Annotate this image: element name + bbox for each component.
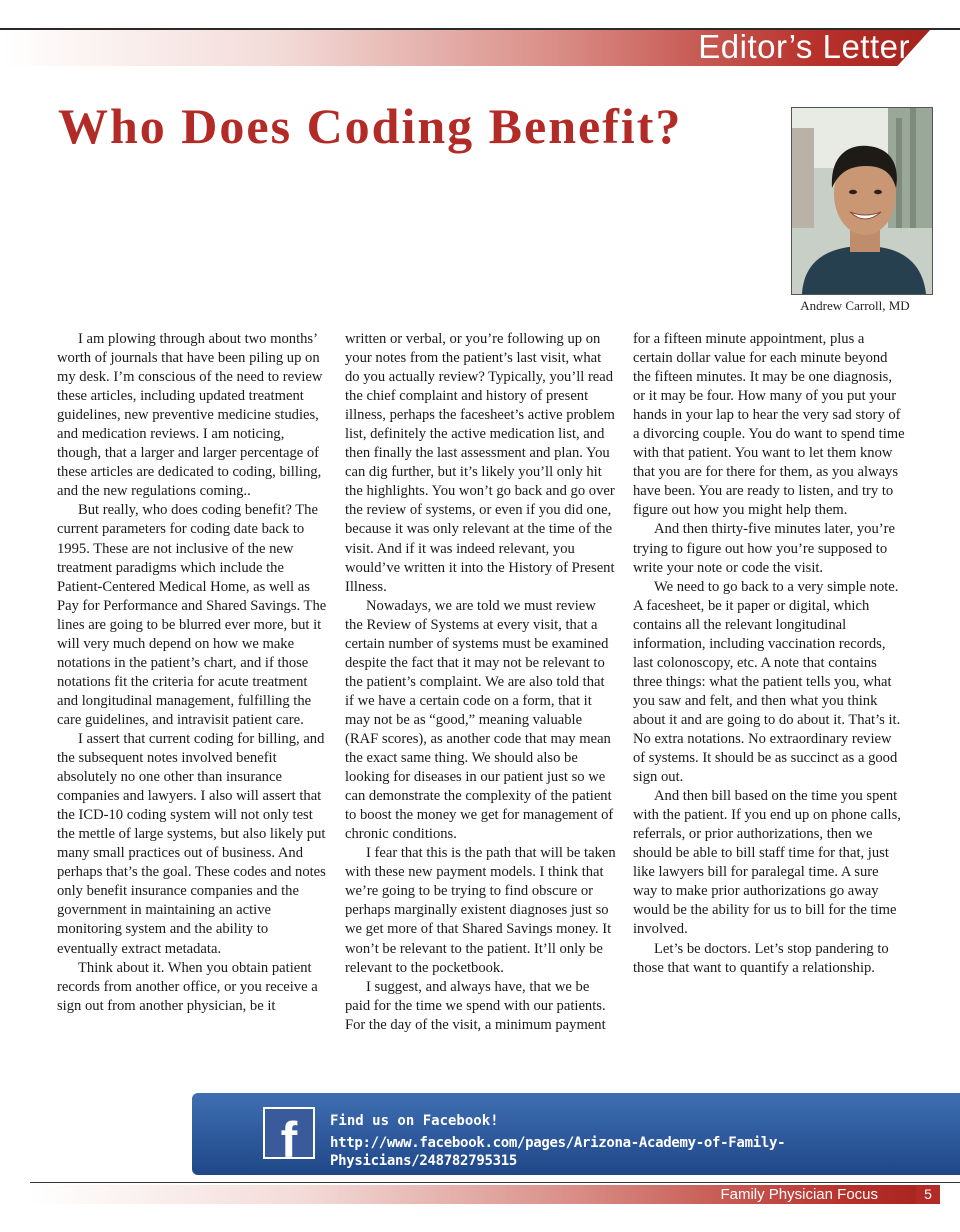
facebook-link[interactable]: http://www.facebook.com/pages/Arizona-Academy-of-Family-Physicians/248782795315 (330, 1135, 786, 1169)
article-column-2 (345, 330, 617, 1035)
article-column-1 (57, 330, 329, 1016)
bottom-rule (30, 1182, 960, 1183)
paragraph: And then bill based on the time you spent with the patient. If you end up on phone calls, referrals, or prior authorizations, then we should be able to bill staff time for that, just like lawyers bill for paralegal time. A sure way to make prior authorizations go away would be the ability for us to bill for the time involved. (633, 788, 901, 938)
paragraph: Nowadays, we are told we must review the Review of Systems at every visit, that a certain number of systems must be examined despite the fact that it may not be relevant to the patient’s complaint. We are also told that if we have a certain code on a form, that it may not be as “good,” meaning valuable (RAF scores), as another code that may mean the exact same thing. We should also be looking for diseases in our patient just so we can demonstrate the complexity of the patient to boost the money we get for management of chronic conditions. (345, 597, 614, 843)
page-number: 5 (916, 1185, 940, 1204)
paragraph: And then thirty-five minutes later, you’re trying to figure out how you’re supposed to write your note or code the visit. (633, 521, 895, 576)
paragraph: I am plowing through about two months’ worth of journals that have been piling up on my desk. I’m conscious of the need to review these articles, including updated treatment guidelines, new preventive medicine studies, and medication reviews. I am noticing, though, that a larger and larger percentage of these articles are dedicated to coding, billing, and the new regulations coming.. (57, 331, 323, 500)
article-title: Who Does Coding Benefit? (58, 98, 683, 154)
paragraph: But really, who does coding benefit? The current parameters for coding date back to 1995. These are not inclusive of the new treatment paradigms which include the Patient-Centered Medical Home, as well as Pay for Performance and Shared Savings. The lines are going to be blurred ever more, but it will very much depend on how we make notations in the patient’s chart, and if those notations fit the criteria for acute treatment and longitudinal management, fulfilling the care guidelines, and intravisit patient care. (57, 502, 327, 728)
facebook-icon[interactable] (263, 1107, 315, 1168)
facebook-heading: Find us on Facebook! (330, 1113, 499, 1129)
paragraph: I assert that current coding for billing, and the subsequent notes involved benefit absolutely no one other than insurance companies and lawyers. I also will assert that the ICD-10 coding system will not only test the mettle of large systems, but also likely put many small practices out of business. And perhaps that’s the goal. These codes and notes only benefit insurance companies and the government in maintaining an active monitoring system and the ability to eventually extract metadata. (57, 730, 326, 957)
paragraph: I fear that this is the path that will be taken with these new payment models. I think that we’re going to be trying to find obscure or perhaps marginally existent diagnoses just so we get more of that Shared Savings money. It won’t be relevant to the patient. It’ll only be relevant to the pocketbook. (345, 845, 616, 976)
footer-publication: Family Physician Focus (720, 1186, 878, 1203)
author-photo (791, 107, 933, 295)
paragraph: I suggest, and always have, that we be paid for the time we spend with our patients. For the day of the visit, a minimum payment (345, 978, 606, 1033)
author-caption: Andrew Carroll, MD (800, 298, 910, 313)
paragraph: for a fifteen minute appointment, plus a certain dollar value for each minute beyond the fifteen minutes. It may be one diagnosis, or it may be four. How many of you put your hands in your lap to hear the very sad story of a divorcing couple. You do want to spend time with that patient. You want to let them know that you are for there for them, as you always have been. You are ready to listen, and try to figure out how you might help them. (633, 331, 905, 519)
paragraph: Think about it. When you obtain patient records from another office, or you receive a sign out from another physician, be it (57, 959, 318, 1014)
paragraph: written or verbal, or you’re following up on your notes from the patient’s last visit, what do you actually review? Typically, you’ll read the chief complaint and history of present illness, perhaps the facesheet’s active problem list, definitely the active medication list, and then finally the last assessment and plan. You can dig further, but it’s likely you’ll only hit the highlights. You won’t go back and go over the review of systems, or even if you did one, because it was only relevant at the time of the visit. And if it was indeed relevant, you would’ve written it into the History of Present Illness. (345, 331, 615, 595)
facebook-logo-letter: f (280, 1112, 298, 1168)
paragraph: We need to go back to a very simple note. A facesheet, be it paper or digital, which contains all the relevant longitudinal information, including vaccination records, last colonoscopy, etc. A note that contains three things: what the patient tells you, what you saw and felt, and then what you think about it and are going to do about it. That’s it. No extra notations. No extraordinary review of systems. It should be as succinct as a good sign out. (633, 578, 901, 786)
paragraph: Let’s be doctors. Let’s stop pandering to those that want to quantify a relationship. (633, 940, 889, 976)
section-label: Editor’s Letter (698, 28, 910, 65)
article-column-3 (633, 330, 905, 978)
